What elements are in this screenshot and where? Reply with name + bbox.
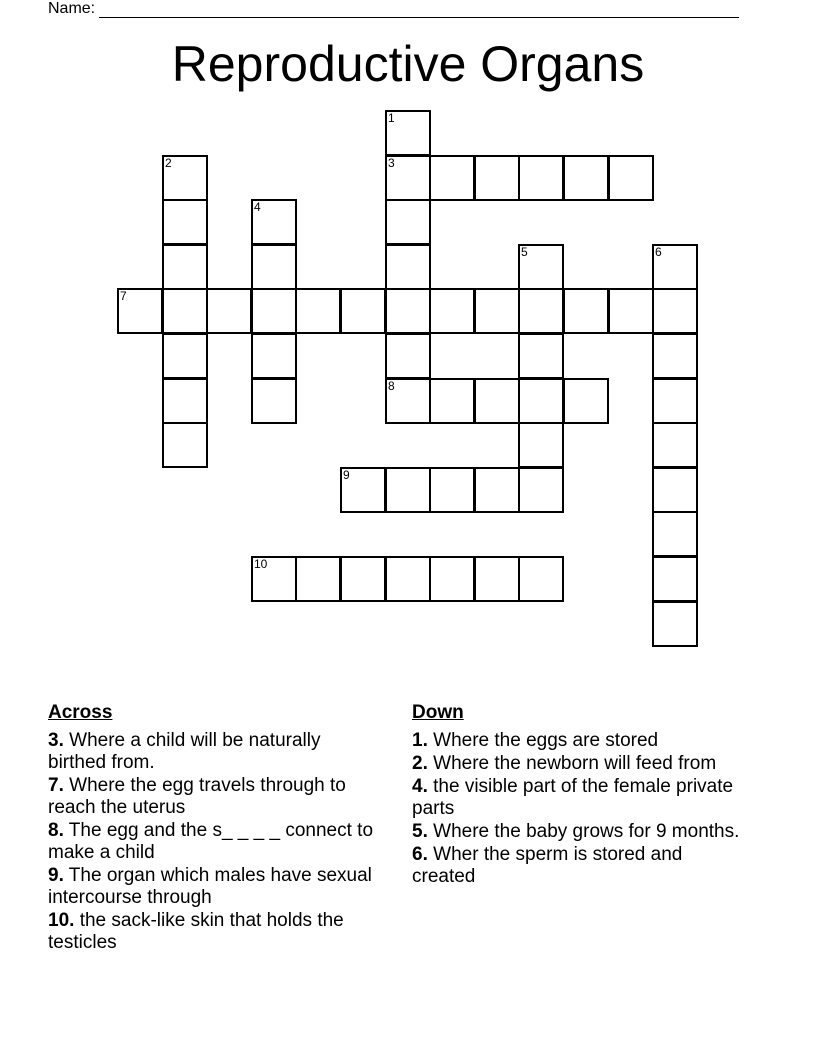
crossword-cell[interactable] <box>652 244 698 290</box>
crossword-cell[interactable] <box>608 288 654 334</box>
clue-text: Where the eggs are stored <box>433 730 659 751</box>
crossword-cell[interactable] <box>652 333 698 379</box>
crossword-cell[interactable] <box>162 333 208 379</box>
crossword-cell[interactable] <box>251 378 297 424</box>
crossword-cell[interactable] <box>652 288 698 334</box>
crossword-cell[interactable] <box>385 467 431 513</box>
clue-number: 7. <box>48 775 64 796</box>
clue-down-1 <box>412 730 742 752</box>
clue-across-8 <box>48 820 383 864</box>
crossword-cell[interactable] <box>518 422 564 468</box>
clue-text: the sack-like skin that holds the testicles <box>48 910 344 953</box>
crossword-cell[interactable] <box>518 288 564 334</box>
crossword-cell[interactable] <box>429 155 475 201</box>
crossword-cell[interactable] <box>474 378 520 424</box>
clue-down-4 <box>412 776 742 820</box>
crossword-cell[interactable] <box>652 601 698 647</box>
crossword-cell[interactable] <box>162 244 208 290</box>
crossword-cell[interactable] <box>429 288 475 334</box>
crossword-cell[interactable] <box>652 422 698 468</box>
clue-number: 9. <box>48 865 64 886</box>
crossword-cell[interactable] <box>385 556 431 602</box>
clue-across-9 <box>48 865 383 909</box>
clue-number-label: 9 <box>343 468 350 482</box>
crossword-cell[interactable] <box>251 199 297 245</box>
clue-text: The egg and the s_ _ _ _ connect to make a child <box>48 820 374 863</box>
crossword-cell[interactable] <box>295 556 341 602</box>
down-heading: Down <box>412 702 464 723</box>
crossword-cell[interactable] <box>429 556 475 602</box>
clue-number-label: 6 <box>655 245 662 259</box>
crossword-cell[interactable] <box>340 467 386 513</box>
clue-number-label: 4 <box>254 200 261 214</box>
clue-number-label: 7 <box>120 289 127 303</box>
crossword-cell[interactable] <box>652 467 698 513</box>
clue-down-5 <box>412 821 742 843</box>
crossword-cell[interactable] <box>474 288 520 334</box>
crossword-cell[interactable] <box>429 467 475 513</box>
clue-text: the visible part of the female private parts <box>412 776 734 819</box>
clue-number: 6. <box>412 844 428 865</box>
crossword-cell[interactable] <box>474 467 520 513</box>
clue-number-label: 3 <box>388 156 395 170</box>
clue-text: Wher the sperm is stored and created <box>412 844 683 887</box>
clue-number-label: 10 <box>254 557 268 571</box>
crossword-cell[interactable] <box>608 155 654 201</box>
crossword-cell[interactable] <box>385 155 431 201</box>
clue-across-3 <box>48 730 383 774</box>
clue-text: Where the baby grows for 9 months. <box>433 821 740 842</box>
crossword-cell[interactable] <box>385 244 431 290</box>
crossword-cell[interactable] <box>518 467 564 513</box>
crossword-cell[interactable] <box>563 155 609 201</box>
crossword-cell[interactable] <box>162 155 208 201</box>
clue-number: 5. <box>412 821 428 842</box>
crossword-cell[interactable] <box>251 244 297 290</box>
crossword-cell[interactable] <box>340 288 386 334</box>
crossword-cell[interactable] <box>385 333 431 379</box>
clue-text: The organ which males have sexual intercourse through <box>48 865 372 908</box>
crossword-cell[interactable] <box>162 422 208 468</box>
crossword-cell[interactable] <box>162 199 208 245</box>
crossword-cell[interactable] <box>385 288 431 334</box>
clue-number-label: 8 <box>388 379 395 393</box>
crossword-cell[interactable] <box>563 288 609 334</box>
across-heading: Across <box>48 702 113 723</box>
crossword-cell[interactable] <box>563 378 609 424</box>
clue-down-6 <box>412 844 742 888</box>
crossword-cell[interactable] <box>251 556 297 602</box>
clue-number-label: 2 <box>165 156 172 170</box>
clue-text: Where the newborn will feed from <box>433 753 717 774</box>
clue-number: 3. <box>48 730 64 751</box>
crossword-cell[interactable] <box>162 378 208 424</box>
crossword-cell[interactable] <box>206 288 252 334</box>
crossword-cell[interactable] <box>652 378 698 424</box>
crossword-cell[interactable] <box>429 378 475 424</box>
crossword-cell[interactable] <box>251 333 297 379</box>
down-clues <box>412 702 742 889</box>
clue-number-label: 1 <box>388 111 395 125</box>
crossword-cell[interactable] <box>162 288 208 334</box>
crossword-cell[interactable] <box>385 110 431 156</box>
clue-number: 2. <box>412 753 428 774</box>
crossword-cell[interactable] <box>295 288 341 334</box>
crossword-cell[interactable] <box>652 556 698 602</box>
crossword-cell[interactable] <box>518 556 564 602</box>
crossword-cell[interactable] <box>518 244 564 290</box>
crossword-cell[interactable] <box>385 199 431 245</box>
clue-down-2 <box>412 753 742 775</box>
clue-text: Where a child will be naturally birthed from. <box>48 730 321 773</box>
clue-number: 10. <box>48 910 75 931</box>
clue-across-10 <box>48 910 383 954</box>
crossword-cell[interactable] <box>340 556 386 602</box>
clue-number: 1. <box>412 730 428 751</box>
name-label: Name: <box>48 0 96 17</box>
clue-text: Where the egg travels through to reach the uterus <box>48 775 346 818</box>
crossword-cell[interactable] <box>474 155 520 201</box>
clue-number-label: 5 <box>521 245 528 259</box>
crossword-cell[interactable] <box>117 288 163 334</box>
crossword-cell[interactable] <box>518 155 564 201</box>
crossword-cell[interactable] <box>385 378 431 424</box>
page-title: Reproductive Organs <box>171 36 645 92</box>
crossword-cell[interactable] <box>518 333 564 379</box>
clue-number: 4. <box>412 776 428 797</box>
across-clues <box>48 702 383 955</box>
crossword-cell[interactable] <box>652 511 698 557</box>
clue-number: 8. <box>48 820 64 841</box>
clue-across-7 <box>48 775 383 819</box>
crossword-cell[interactable] <box>518 378 564 424</box>
crossword-cell[interactable] <box>474 556 520 602</box>
crossword-cell[interactable] <box>251 288 297 334</box>
